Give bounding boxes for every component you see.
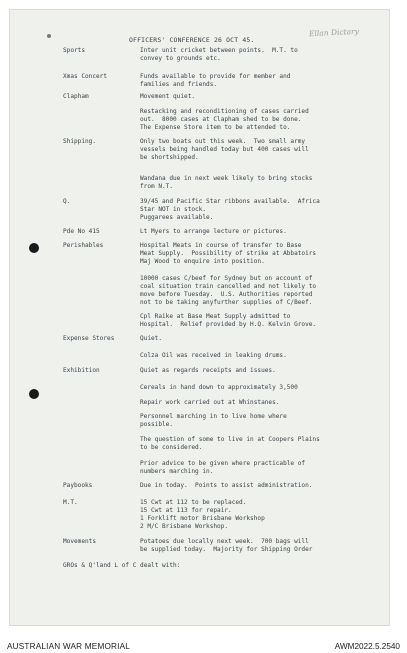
footer-institution: AUSTRALIAN WAR MEMORIAL	[7, 642, 131, 651]
entry-text: Funds available to provide for member and families and friends.	[140, 73, 291, 88]
entry-text: Repair work carried out at Whinstanes.	[140, 399, 280, 406]
entry-text: Inter unit cricket between points. M.T. to convey to grounds etc.	[140, 47, 298, 62]
document-page	[9, 9, 390, 626]
entry-text: Quiet as regards receipts and issues.	[140, 367, 276, 374]
entry-label: Xmas Concert	[63, 73, 108, 80]
entry-text: Lt Myers to arrange lecture or pictures.	[140, 228, 287, 235]
entry-text: Hospital Meats in course of transfer to Base Meat Supply. Possibility of strike at Abbatoirs Maj Wood to enquire into position.	[140, 242, 317, 265]
document-heading: OFFICERS' CONFERENCE 26 OCT 45.	[129, 36, 255, 44]
entry-label: Pde No 415	[63, 228, 100, 235]
entry-text: Cereals in hand down to approximately 3,500	[140, 384, 298, 391]
entry-label: Shipping.	[63, 138, 97, 145]
entry-text: Wandana due in next week likely to bring stocks from N.T.	[140, 175, 313, 190]
entry-text: The question of some to live in at Coopers Plains to be considered.	[140, 436, 320, 451]
punch-hole-icon	[29, 243, 39, 253]
entry-text: Due in today. Points to assist administration.	[140, 482, 313, 489]
entry-label: Clapham	[63, 93, 89, 100]
entry-label: Q.	[63, 198, 71, 205]
entry-text: Movement quiet.	[140, 93, 196, 100]
entry-text: 10000 cases C/beef for Sydney but on account of coal situation train cancelled and not likely to move before Tuesday. U.S. Authorities reported not to be taking anyfurther supplies of C/Beef.	[140, 275, 317, 306]
footer-accession-number: AWM2022.5.2540	[334, 642, 400, 651]
entry-label: Sports	[63, 47, 86, 54]
entry-text: Colza Oil was received in leaking drums.	[140, 352, 287, 359]
entry-text: Cpl Raike at Base Meat Supply admitted to Hospital. Relief provided by H.Q. Kelvin Grove.	[140, 313, 317, 328]
entry-text: 39/45 and Pacific Star ribbons available. Africa Star NOT in stock. Puggarees available.	[140, 198, 320, 221]
entry-text: Potatoes due locally next week. 700 bags will be supplied today. Majority for Shipping Order	[140, 538, 313, 553]
pen-mark	[47, 34, 51, 38]
entry-label: Exhibition	[63, 367, 100, 374]
entry-label: Paybooks	[63, 482, 93, 489]
entry-text: Prior advice to be given where practicable of numbers marching in.	[140, 460, 306, 475]
entry-label: GROs & Q'land L of C dealt with:	[63, 562, 181, 569]
entry-text: Quiet.	[140, 335, 163, 342]
entry-text: Personnel marching in to live home where possible.	[140, 413, 287, 428]
entry-text: Restacking and reconditioning of cases carried out. 8000 cases at Clapham shed to be done. The Expense Store item to be attended to.	[140, 108, 309, 131]
entry-label: Movements	[63, 538, 97, 545]
pencil-annotation: Ellan Dictary	[308, 26, 360, 39]
entry-text: Only two boats out this week. Two small army vessels being handled today but 400 cases will be shortshipped.	[140, 138, 309, 161]
punch-hole-icon	[29, 389, 39, 399]
entry-label: M.T.	[63, 499, 78, 506]
entry-label: Perishables	[63, 242, 104, 249]
entry-label: Expense Stores	[63, 335, 115, 342]
entry-text: 15 Cwt at 112 to be replaced. 15 Cwt at 113 for repair. 1 Forklift motor Brisbane Workshop 2 M/C Brisbane Workshop.	[140, 499, 265, 530]
